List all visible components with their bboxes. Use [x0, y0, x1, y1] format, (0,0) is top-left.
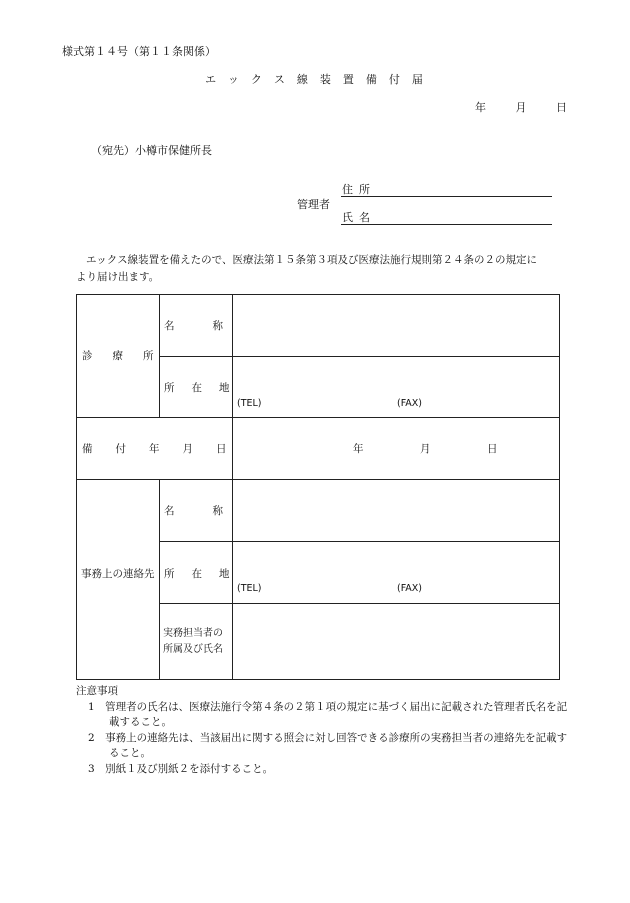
contact-fax-label: (FAX) [397, 583, 423, 594]
clinic-section-label: 診療所 [82, 350, 174, 362]
notice-line-2: より届け出ます。 [76, 271, 160, 283]
divider [159, 479, 160, 680]
clinic-location-label: 所在地 [164, 382, 247, 394]
note-item: 2 事務上の連絡先は、当該届出に関する照会に対し回答できる診療所の実務担当者の連絡先を記載すること。 [88, 731, 568, 759]
notice-line-1: エックス線装置を備えたので、医療法第１５条第３項及び医療法施行規則第２４条の２の規定に [86, 254, 537, 266]
document-title: エックス線装置備付届 [205, 73, 435, 86]
date-day-label: 日 [556, 101, 567, 114]
clinic-fax-label: (FAX) [397, 398, 423, 409]
installation-day-label: 日 [487, 443, 498, 455]
clinic-name-label: 名称 [164, 320, 261, 332]
manager-label: 管理者 [297, 198, 330, 211]
notes-section [76, 684, 576, 777]
installation-month-label: 月 [420, 443, 431, 455]
notice-text [76, 252, 571, 286]
manager-name-label: 氏名 [342, 211, 376, 224]
manager-address-label: 住所 [342, 183, 376, 196]
contact-section-label: 事務上の連絡先 [81, 568, 155, 580]
contact-staff-field[interactable] [233, 604, 559, 679]
installation-year-label: 年 [353, 443, 364, 455]
note-item: 1 管理者の氏名は、医療法施行令第４条の２第１項の規定に基づく届出に記載された管理者氏名を記載すること。 [88, 700, 568, 728]
installation-date-label: 備付年月日 [82, 443, 250, 455]
contact-tel-label: (TEL) [237, 583, 262, 594]
manager-address-field[interactable] [341, 196, 552, 197]
contact-name-label: 名称 [164, 505, 261, 517]
contact-location-field[interactable] [233, 542, 559, 602]
contact-staff-label-line2: 所属及び氏名 [163, 644, 223, 655]
installation-date-field[interactable] [233, 418, 559, 478]
clinic-location-field[interactable] [233, 357, 559, 416]
notes-heading: 注意事項 [76, 685, 118, 697]
contact-staff-label-line1: 実務担当者の [163, 628, 223, 639]
form-number: 様式第１４号（第１１条関係） [62, 45, 216, 58]
manager-name-field[interactable] [341, 224, 552, 225]
contact-name-field[interactable] [233, 480, 559, 540]
date-month-label: 月 [515, 101, 527, 114]
clinic-name-field[interactable] [233, 296, 559, 355]
clinic-tel-label: (TEL) [237, 398, 262, 409]
registration-table [76, 294, 560, 680]
date-year-label: 年 [475, 101, 486, 114]
note-item: 3 別紙１及び別紙２を添付すること。 [88, 762, 274, 775]
submission-date [475, 102, 567, 113]
contact-location-label: 所在地 [164, 568, 247, 580]
addressee: （宛先）小樽市保健所長 [91, 144, 212, 157]
